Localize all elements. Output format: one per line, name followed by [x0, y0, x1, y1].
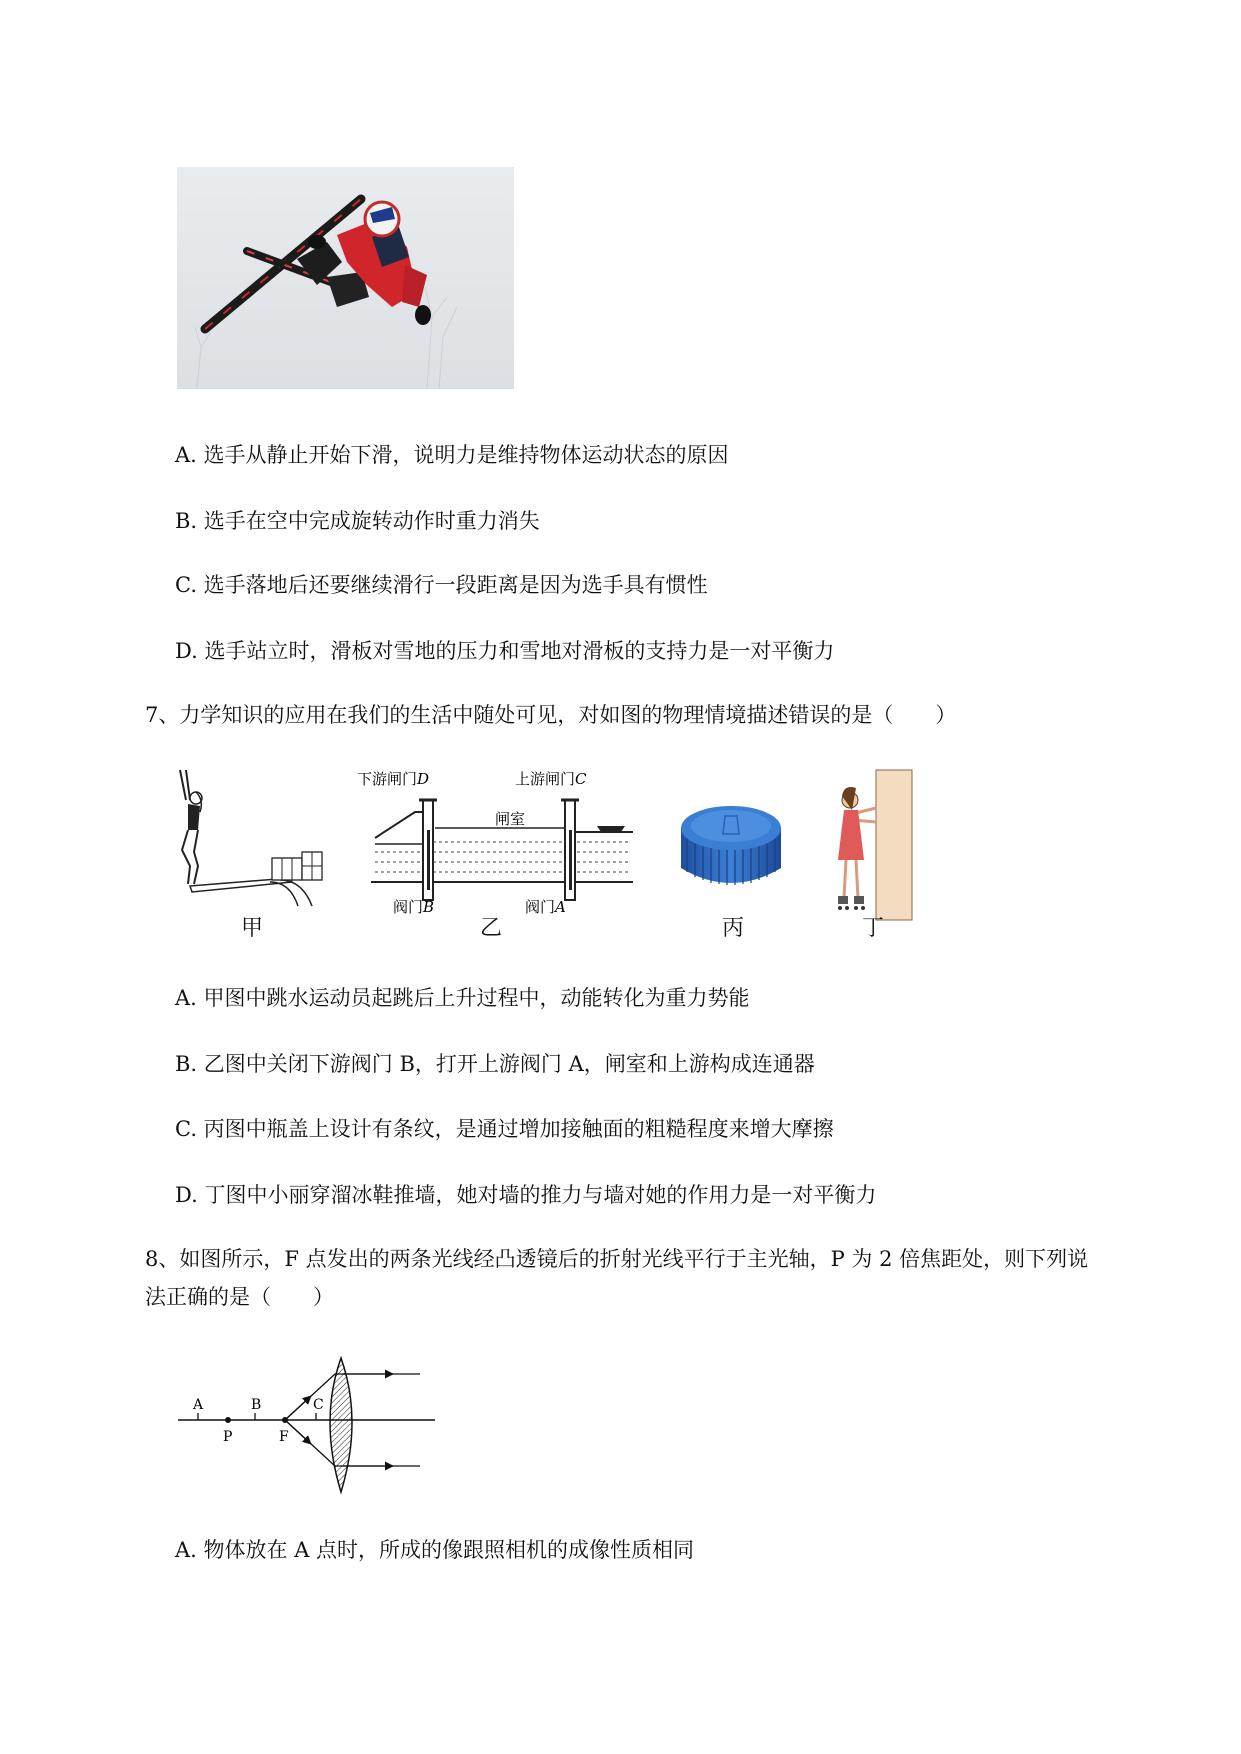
q8-stem-line1: 8、如图所示，F 点发出的两条光线经凸透镜后的折射光线平行于主光轴，P 为 2 倍焦距处，则下列说 — [145, 1247, 1089, 1271]
q6-option-b: B. 选手在空中完成旋转动作时重力消失 — [175, 509, 540, 533]
chamber-label: 闸室 — [495, 810, 526, 828]
bottle-cap-figure — [677, 798, 785, 898]
downstream-gate-label: 下游闸门 — [357, 770, 418, 788]
caption-yi: 乙 — [480, 916, 503, 941]
point-p-label: P — [223, 1429, 233, 1445]
upstream-gate-letter: C — [575, 770, 587, 788]
q7-option-a: A. 甲图中跳水运动员起跳后上升过程中，动能转化为重力势能 — [175, 986, 750, 1010]
svg-text:上游闸门C — [515, 770, 587, 788]
point-c-label: C — [313, 1397, 324, 1413]
q6-option-c: C. 选手落地后还要继续滑行一段距离是因为选手具有惯性 — [175, 573, 708, 597]
caption-bing: 丙 — [722, 916, 745, 941]
skier-photo — [177, 167, 514, 389]
q7-option-b: B. 乙图中关闭下游阀门 B，打开上游阀门 A，闸室和上游构成连通器 — [175, 1052, 815, 1076]
valve-b-letter: B — [423, 898, 435, 916]
caption-ding: 丁 — [862, 916, 885, 941]
valve-a-letter: A — [555, 898, 566, 916]
q8-option-a: A. 物体放在 A 点时，所成的像跟照相机的成像性质相同 — [175, 1538, 695, 1562]
downstream-gate-letter: D — [417, 770, 430, 788]
point-f-label: F — [279, 1429, 289, 1445]
valve-a-label: 阀门 — [525, 898, 556, 916]
caption-jia: 甲 — [241, 916, 264, 941]
svg-text:阀门A — [525, 898, 566, 916]
ship-lock-figure — [357, 770, 635, 916]
point-a-label: A — [193, 1397, 204, 1413]
q7-stem: 7、力学知识的应用在我们的生活中随处可见，对如图的物理情境描述错误的是（ ） — [145, 703, 957, 727]
upstream-gate-label: 上游闸门 — [515, 770, 576, 788]
q7-option-c: C. 丙图中瓶盖上设计有条纹，是通过增加接触面的粗糙程度来增大摩擦 — [175, 1117, 834, 1141]
svg-text:下游闸门D — [357, 770, 429, 788]
q6-option-a: A. 选手从静止开始下滑，说明力是维持物体运动状态的原因 — [175, 443, 729, 467]
convex-lens-diagram — [175, 1350, 440, 1500]
diver-figure — [180, 770, 330, 900]
point-b-label: B — [251, 1397, 262, 1413]
q6-option-d: D. 选手站立时，滑板对雪地的压力和雪地对滑板的支持力是一对平衡力 — [175, 639, 835, 663]
valve-b-label: 阀门 — [393, 898, 424, 916]
q8-stem-line2: 法正确的是（ ） — [145, 1285, 334, 1309]
convex-lens — [330, 1358, 352, 1492]
svg-text:阀门B — [393, 898, 434, 916]
q7-option-d: D. 丁图中小丽穿溜冰鞋推墙，她对墙的推力与墙对她的作用力是一对平衡力 — [175, 1183, 877, 1207]
girl-pushing-wall-figure — [832, 770, 912, 920]
